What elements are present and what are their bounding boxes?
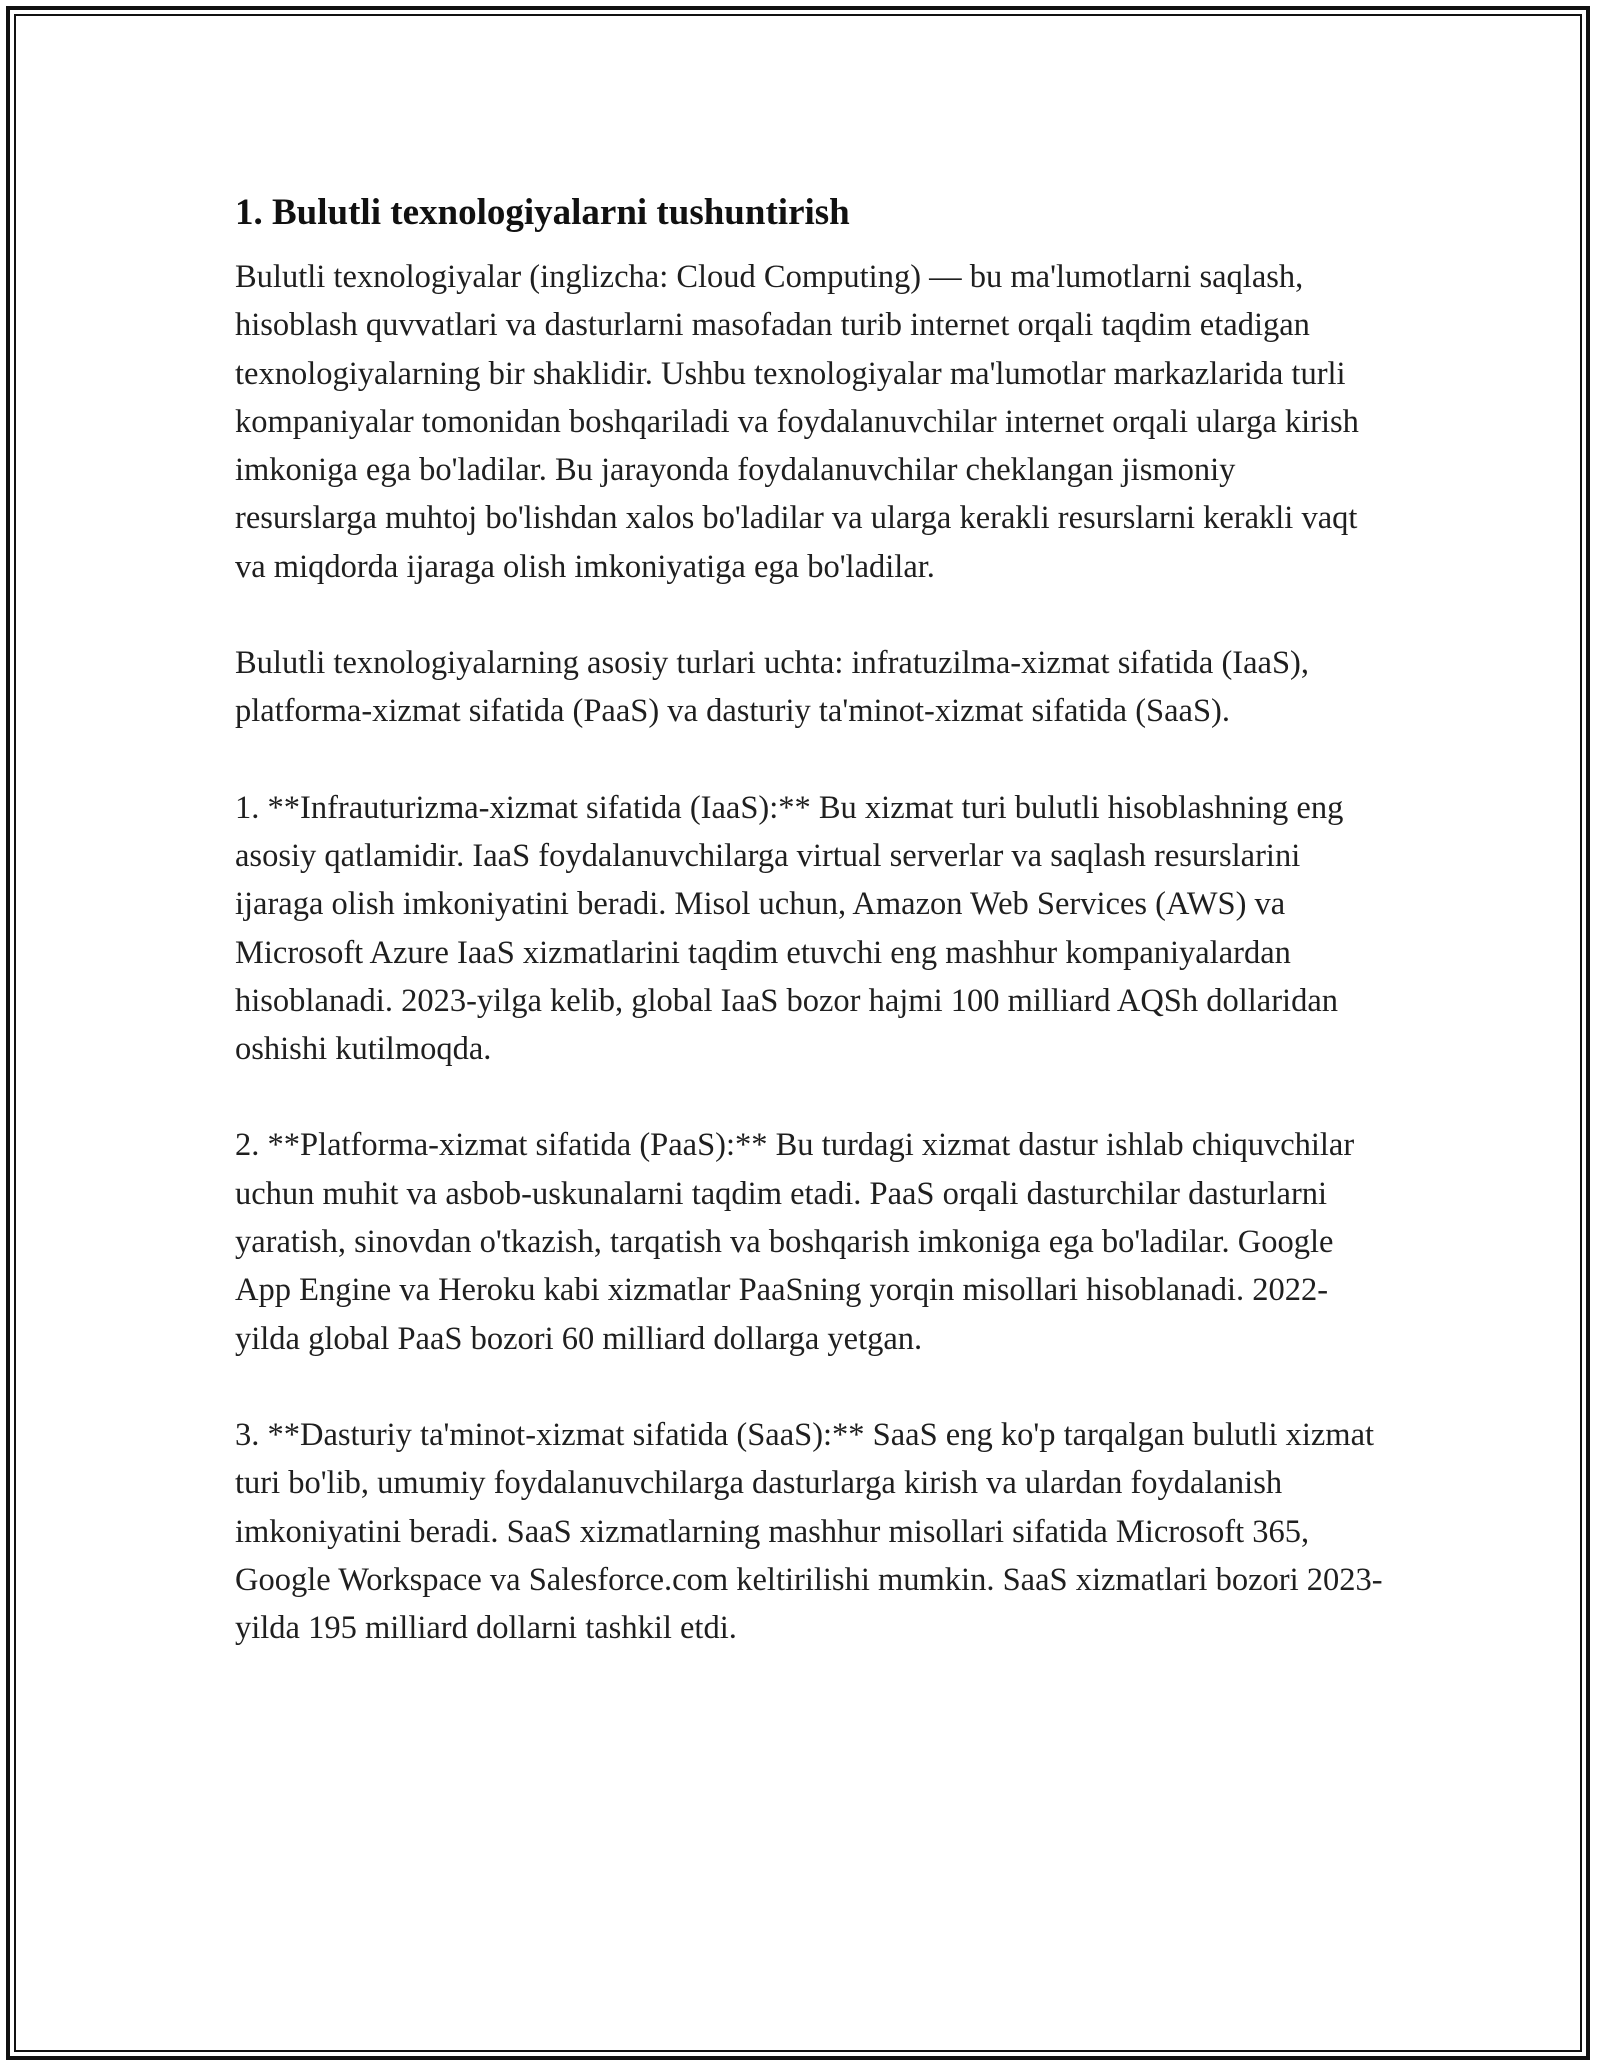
paragraph-iaas: 1. **Infrauturizma-xizmat sifatida (IaaS):** Bu xizmat turi bulutli hisoblashning eng asosiy qatlamidir. IaaS foydalanuvchilarga virtual serverlar va saqlash resurslarini ijaraga olish imkoniyatini beradi. Misol uchun, Amazon Web Services (AWS) va Microsoft Azure IaaS xizmatlarini taqdim etuvchi eng mashhur kompaniyalardan hisoblanadi. 2023-yilga kelib, global IaaS bozor hajmi 100 milliard AQSh dollaridan oshishi kutilmoqda. xyxy=(235,789,1344,1068)
paragraph-intro: Bulutli texnologiyalar (inglizcha: Cloud Computing) — bu ma'lumotlarni saqlash, hisoblash quvvatlari va dasturlarni masofadan turib internet orqali taqdim etadigan texnologiyalarning bir shaklidir. Ushbu texnologiyalar ma'lumotlar markazlarida turli kompaniyalar tomonidan boshqariladi va foydalanuvchilar internet orqali ularga kirish imkoniga ega bo'ladilar. Bu jarayonda foydalanuvchilar cheklangan jismoniy resurslarga muhtoj bo'lishdan xalos bo'ladilar va ularga kerakli resurslarni kerakli vaqt va miqdorda ijaraga olish imkoniyatiga ega bo'ladilar. xyxy=(235,259,1359,585)
paragraph-paas: 2. **Platforma-xizmat sifatida (PaaS):** Bu turdagi xizmat dastur ishlab chiquvchilar uchun muhit va asbob-uskunalarni taqdim etadi. PaaS orqali dasturchilar dasturlarni yaratish, sinovdan o'tkazish, tarqatish va boshqarish imkoniga ega bo'ladilar. Google App Engine va Heroku kabi xizmatlar PaaSning yorqin misollari hisoblanadi. 2022-yilda global PaaS bozori 60 milliard dollarga yetgan. xyxy=(235,1127,1355,1357)
paragraph-types: Bulutli texnologiyalarning asosiy turlari uchta: infratuzilma-xizmat sifatida (IaaS), platforma-xizmat sifatida (PaaS) va dasturiy ta'minot-xizmat sifatida (SaaS). xyxy=(235,645,1309,730)
paragraph-saas: 3. **Dasturiy ta'minot-xizmat sifatida (SaaS):** SaaS eng ko'p tarqalgan bulutli xizmat turi bo'lib, umumiy foydalanuvchilarga dasturlarga kirish va ulardan foydalanish imkoniyatini beradi. SaaS xizmatlarning mashhur misollari sifatida Microsoft 365, Google Workspace va Salesforce.com keltirilishi mumkin. SaaS xizmatlari bozori 2023-yilda 195 milliard dollarni tashkil etdi. xyxy=(235,1416,1383,1647)
document-body xyxy=(235,185,1385,1700)
section-heading: 1. Bulutli texnologiyalarni tushuntirish xyxy=(235,192,850,233)
